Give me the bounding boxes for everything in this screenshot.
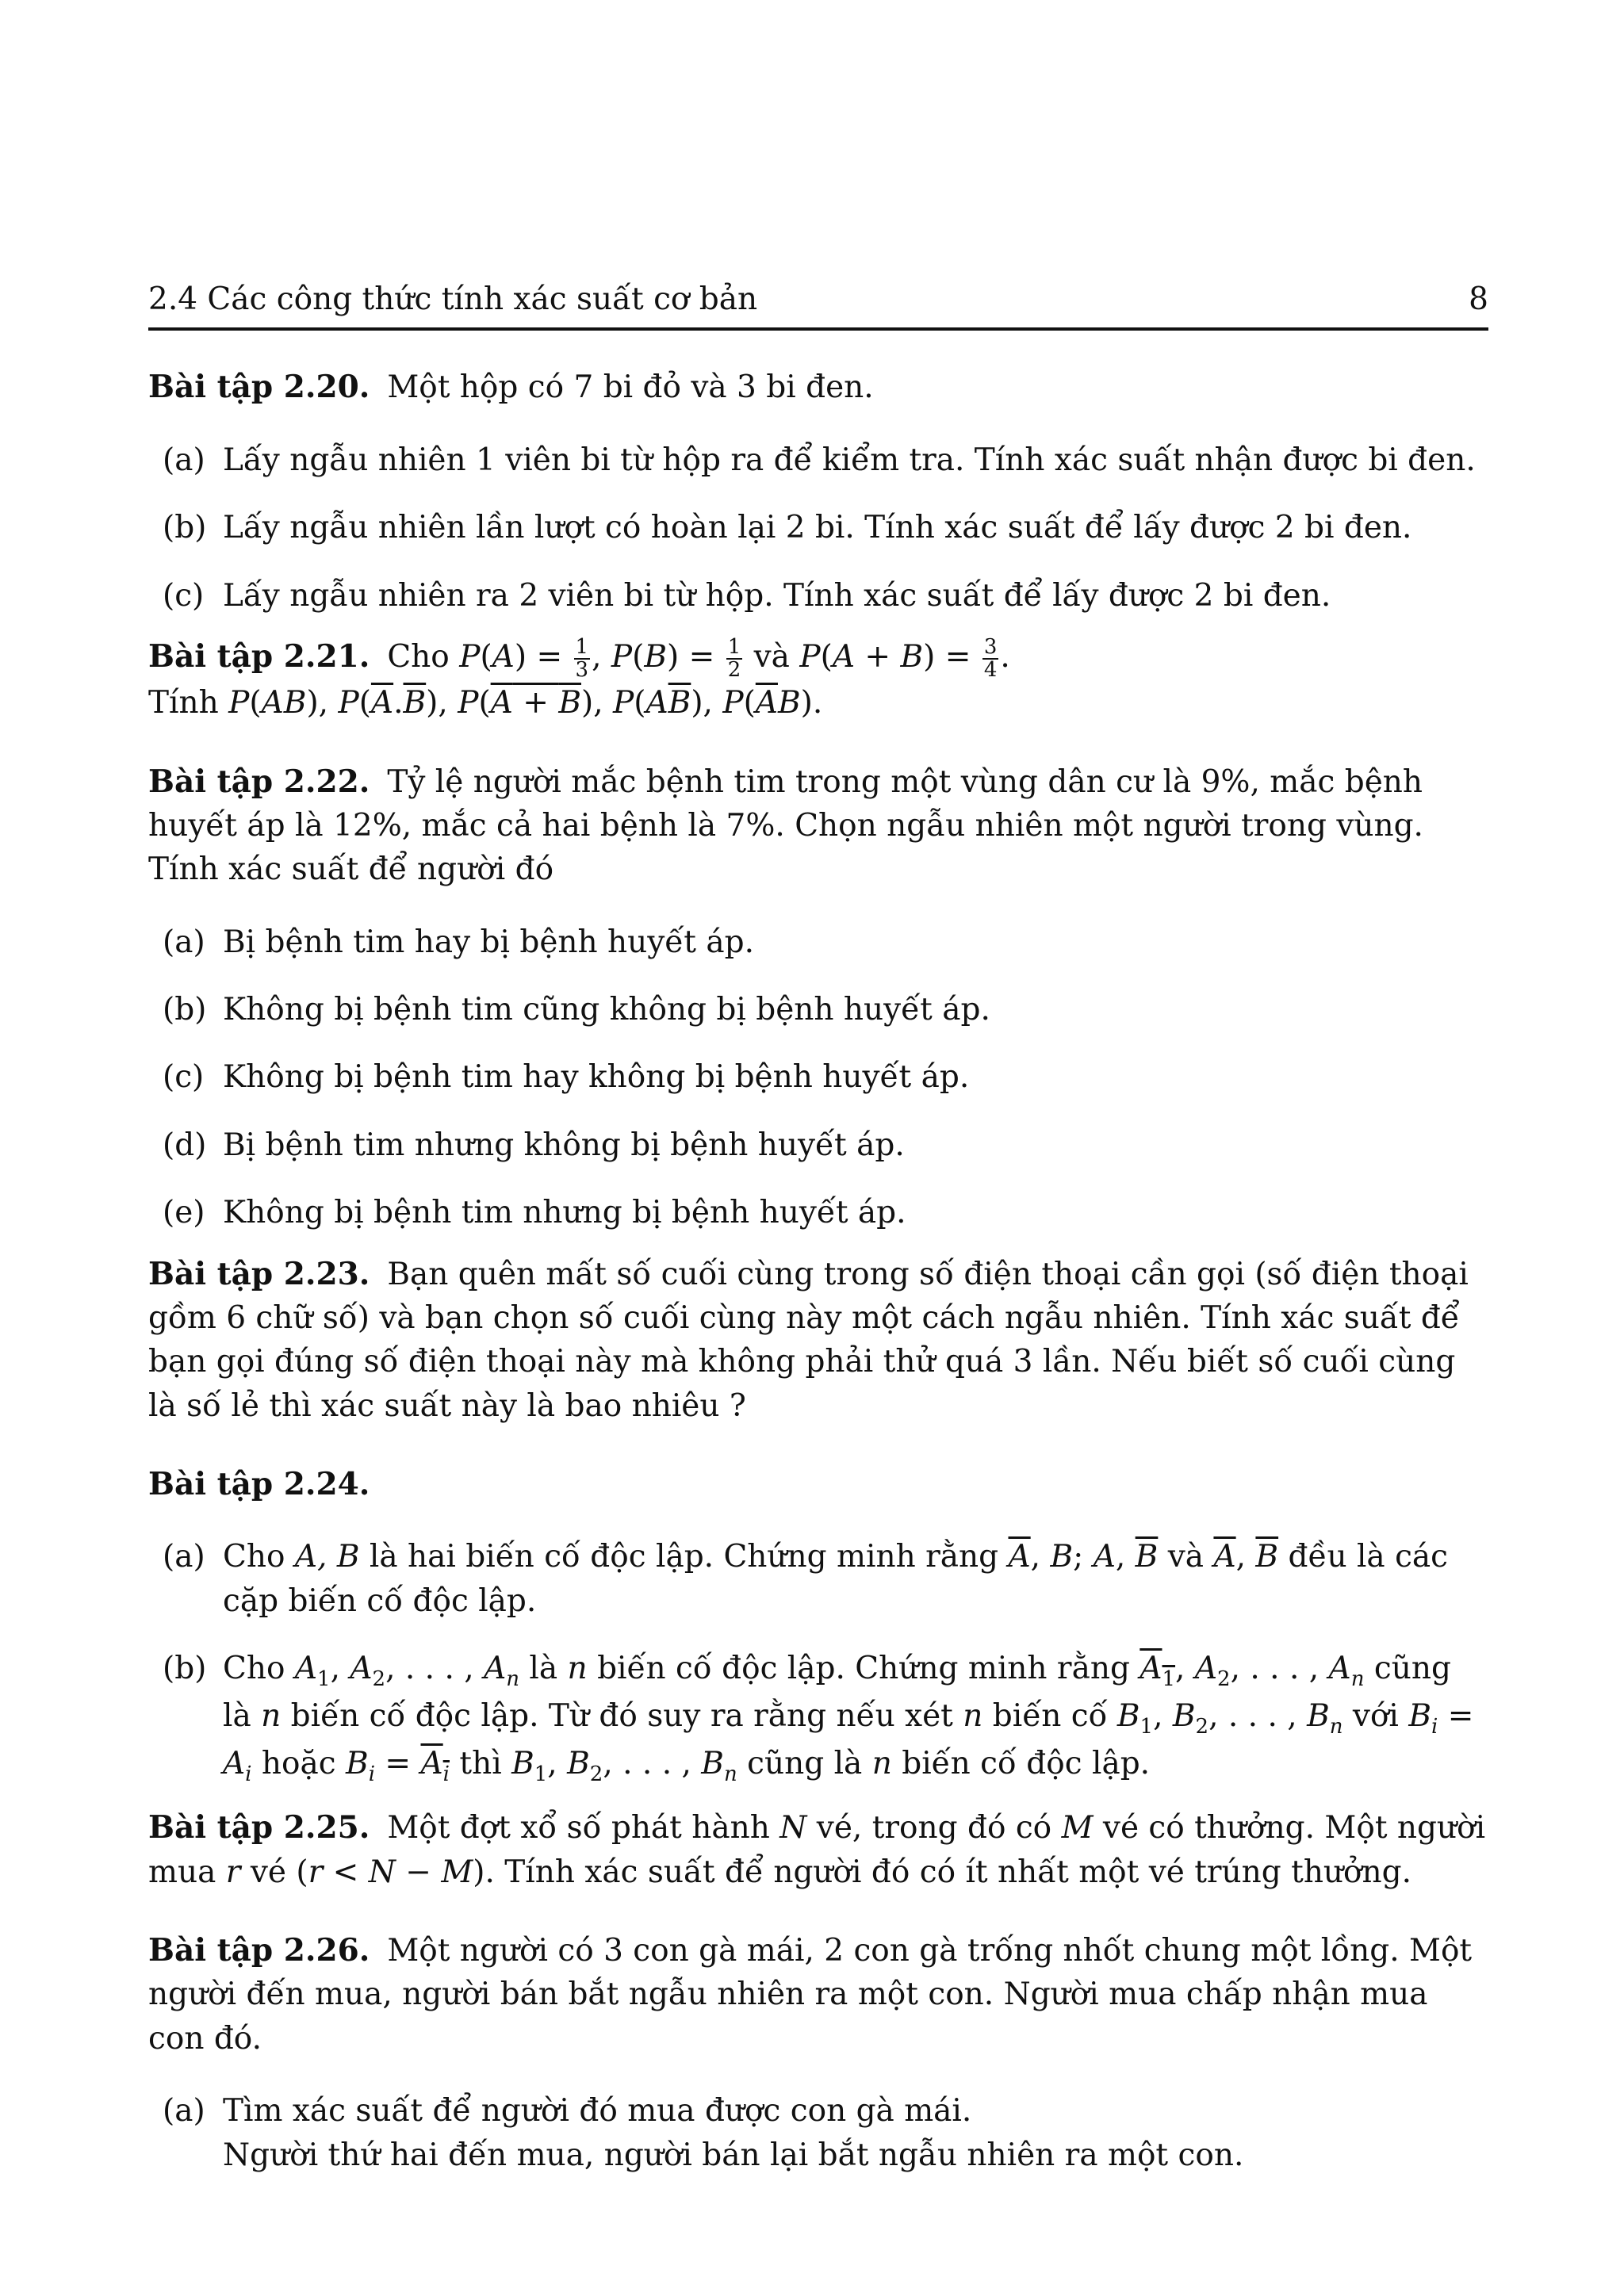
item-tag: (b) <box>163 1651 207 1687</box>
item-text: Lấy ngẫu nhiên 1 viên bi từ hộp ra để kiểm tra. Tính xác suất nhận được bi đen. <box>223 442 1476 478</box>
word-va: và <box>753 638 790 675</box>
item-text: Bị bệnh tim hay bị bệnh huyết áp. <box>223 924 754 960</box>
exercise-2-20-statement <box>148 365 1488 409</box>
list-item <box>148 920 1488 964</box>
text-fragment: đều là các cặp biến cố độc lập. <box>223 1539 1449 1619</box>
exercise-2-24 <box>148 1463 1488 1789</box>
exercise-label: Bài tập 2.20. <box>148 369 370 406</box>
section-title: 2.4 Các công thức tính xác suất cơ bản <box>148 281 758 317</box>
word-cho: Cho <box>387 638 450 675</box>
fraction: $\frac{3}{4}$ <box>983 634 998 682</box>
list-item <box>148 2089 1488 2177</box>
text-fragment: Một đợt xổ số phát hành <box>387 1810 770 1846</box>
item-tag: (a) <box>163 2093 205 2130</box>
item-tag: (a) <box>163 924 205 960</box>
item-text: Không bị bệnh tim nhưng bị bệnh huyết áp. <box>223 1195 906 1231</box>
item-text: Người thứ hai đến mua, người bán lại bắt ngẫu nhiên ra một con. <box>223 2137 1244 2173</box>
exercise-text: Một người có 3 con gà mái, 2 con gà trống nhốt chung một lồng. Một người đến mua, người bán bắt ngẫu nhiên ra một con. Người mua chấp nhận mua con đó. <box>148 1933 1473 2057</box>
text-fragment: vé <box>250 1854 286 1890</box>
exercise-2-25: Bài tập 2.25. Một đợt xổ số phát hành N vé, trong đó có M vé có thưởng. Một người mua r vé (r < N − M). Tính xác suất để người đó có ít nhất một vé trúng thưởng. <box>148 1809 1486 1890</box>
exercise-label: Bài tập 2.23. <box>148 1255 370 1292</box>
item-tag: (c) <box>163 1059 205 1096</box>
exercise-2-22-items <box>148 920 1488 1235</box>
exercise-2-23 <box>148 1253 1488 1429</box>
item-tag: (e) <box>163 1195 205 1231</box>
exercise-2-22-statement <box>148 760 1488 892</box>
list-item <box>148 1055 1488 1099</box>
exercise-label: Bài tập 2.22. <box>148 763 370 800</box>
fraction: $\frac{1}{3}$ <box>575 634 589 682</box>
list-item <box>148 988 1488 1031</box>
exercise-2-26-items <box>148 2089 1488 2177</box>
text-fragment: và <box>1167 1539 1205 1575</box>
text-fragment: Cho <box>223 1539 285 1575</box>
list-item <box>148 1123 1488 1167</box>
list-item: (b) Cho $A_1$, $A_2$, . . . , $A_n$ là n biến cố độc lập. Chứng minh rằng $A_1$, $A_2$, . . . , $A_n$ cũng là n biến cố độc lập. Từ đó suy ra rằng nếu xét n biến cố $B_1$, $B_2$, . . . , $B_n$ với $B_i = A_i$ hoặc $B_i = A_i$ thì $B_1$, $B_2$, . . . , $B_n$ cũng là n biến cố độc lập. <box>148 1647 1488 1789</box>
text-fragment: thì <box>459 1745 502 1781</box>
item-text: Lấy ngẫu nhiên ra 2 viên bi từ hộp. Tính xác suất để lấy được 2 bi đen. <box>223 577 1331 614</box>
exercise-2-21 <box>148 635 1488 725</box>
text-fragment: cũng là <box>223 1651 1451 1734</box>
text-fragment: với <box>1352 1697 1399 1734</box>
exercise-2-20-items <box>148 438 1488 618</box>
exercise-2-26 <box>148 1929 1488 2177</box>
fraction: $\frac{1}{2}$ <box>727 634 741 682</box>
page <box>148 277 1488 2177</box>
item-tag: (b) <box>163 992 207 1028</box>
text-fragment: hoặc <box>261 1745 336 1781</box>
running-header <box>148 277 1488 331</box>
item-tag: (a) <box>163 442 205 478</box>
exercise-2-20 <box>148 365 1488 618</box>
item-tag: (d) <box>163 1127 207 1163</box>
text-fragment: . Tính xác suất để người đó có ít nhất một vé trúng thưởng. <box>485 1854 1412 1890</box>
text-fragment: cũng là <box>747 1745 863 1781</box>
exercise-text: Một hộp có 7 bi đỏ và 3 bi đen. <box>387 369 874 406</box>
exercise-label: Bài tập 2.25. <box>148 1809 370 1846</box>
item-text: Tìm xác suất để người đó mua được con gà mái. <box>223 2093 972 2130</box>
exercise-2-21-line1: Bài tập 2.21. Cho P(A) = $\frac{1}{3}$ , P(B) = $\frac{1}{2}$ và P(A + B) = $\frac{3}{4}$ . <box>148 634 1010 682</box>
text-fragment: biến cố độc lập. <box>902 1745 1151 1781</box>
exercise-label: Bài tập 2.24. <box>148 1466 370 1503</box>
text-fragment: vé có thưởng. Một người mua <box>148 1810 1486 1890</box>
list-item <box>148 506 1488 549</box>
exercise-2-24-items <box>148 1535 1488 1789</box>
list-item <box>148 574 1488 618</box>
item-text: Lấy ngẫu nhiên lần lượt có hoàn lại 2 bi. Tính xác suất để lấy được 2 bi đen. <box>223 510 1412 546</box>
exercise-label: Bài tập 2.21. <box>148 637 370 675</box>
text-fragment: là hai biến cố độc lập. Chứng minh rằng <box>369 1539 999 1575</box>
item-text: Không bị bệnh tim cũng không bị bệnh huyết áp. <box>223 992 990 1028</box>
text-fragment: Cho <box>223 1651 285 1687</box>
list-item <box>148 438 1488 482</box>
item-text: Không bị bệnh tim hay không bị bệnh huyết áp. <box>223 1059 970 1096</box>
item-tag: (a) <box>163 1539 205 1575</box>
exercise-text: Tỷ lệ người mắc bệnh tim trong một vùng dân cư là 9%, mắc bệnh huyết áp là 12%, mắc cả hai bệnh là 7%. Chọn ngẫu nhiên một người trong vùng. Tính xác suất để người đó <box>148 763 1423 888</box>
item-tag: (b) <box>163 510 207 546</box>
text-fragment: vé, trong đó có <box>816 1810 1052 1846</box>
text-fragment: biến cố độc lập. Từ đó suy ra rằng nếu xét <box>290 1697 953 1734</box>
exercise-2-22 <box>148 760 1488 1235</box>
text-fragment: biến cố độc lập. Chứng minh rằng <box>597 1651 1130 1687</box>
exercise-label: Bài tập 2.26. <box>148 1932 370 1969</box>
item-text: Bị bệnh tim nhưng không bị bệnh huyết áp. <box>223 1127 905 1163</box>
list-item: (a) Cho A, B là hai biến cố độc lập. Chứng minh rằng $\overline{A}$, B; A, $\overline{B}$ và $\overline{A}$, $\overline{B}$ đều là các cặp biến cố độc lập. <box>148 1535 1488 1623</box>
exercise-text: Bạn quên mất số cuối cùng trong số điện thoại cần gọi (số điện thoại gồm 6 chữ số) và bạn chọn số cuối cùng này một cách ngẫu nhiên. Tính xác suất để bạn gọi đúng số điện thoại này mà không phải thử quá 3 lần. Nếu biết số cuối cùng là số lẻ thì xác suất này là bao nhiêu ? <box>148 1256 1469 1424</box>
page-number: 8 <box>1469 281 1488 317</box>
text-fragment: biến cố <box>992 1697 1108 1734</box>
list-item <box>148 1191 1488 1234</box>
item-tag: (c) <box>163 577 205 614</box>
word-tinh: Tính <box>148 685 219 721</box>
exercise-2-21-line2: Tính P(AB), $P(\overline{A}.\overline{B})$, P(A + B), $P(A\overline{B})$, $P(\overline{A}B)$. <box>148 685 823 721</box>
text-fragment: là <box>529 1651 558 1687</box>
